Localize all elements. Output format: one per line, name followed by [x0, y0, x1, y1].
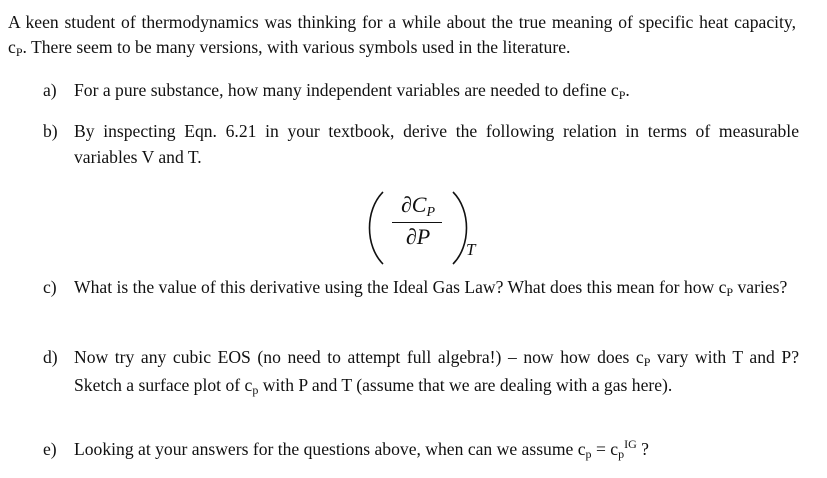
question-e-subscript-1: p [585, 447, 592, 461]
intro-subscript: P [15, 45, 23, 59]
intro-paragraph [8, 10, 796, 62]
left-parenthesis [370, 192, 384, 264]
question-a-text [74, 77, 799, 105]
question-d-body-3: with P and T (assume that we are dealing with a gas here). [258, 375, 673, 395]
question-a-end: . [625, 80, 630, 100]
question-c-label: c) [43, 277, 57, 297]
question-e-equals: = c [591, 439, 619, 459]
question-a-label: a) [43, 80, 57, 100]
question-a-body: For a pure substance, how many independent variables are needed to define c [74, 80, 619, 100]
question-d-subscript-1: P [643, 355, 651, 369]
numerator-text: ∂C [400, 192, 427, 217]
question-c [43, 274, 799, 302]
question-e-end: ? [636, 439, 649, 459]
question-b-label: b) [43, 121, 58, 141]
formula-numerator [392, 192, 444, 222]
question-d [43, 344, 799, 400]
question-e-label: e) [43, 439, 57, 459]
question-c-end: varies? [733, 277, 788, 297]
question-c-subscript: P [726, 285, 734, 299]
intro-text-end: . There seem to be many versions, with various symbols used in the literature. [22, 37, 571, 57]
question-d-body-2: vary with T and P? Sketch a surface plot of c [74, 347, 800, 395]
formula-denominator: ∂P [405, 224, 431, 249]
question-c-body: What is the value of this derivative using the Ideal Gas Law? What does this mean for how c [74, 277, 727, 297]
question-b [43, 118, 799, 170]
question-c-text [74, 274, 799, 302]
question-e [43, 436, 799, 464]
question-b-text: By inspecting Eqn. 6.21 in your textbook, derive the following relation in terms of measurable variables V and T. [74, 121, 799, 167]
question-e-subscript-2: p [618, 447, 625, 461]
right-parenthesis [453, 192, 467, 264]
question-a-subscript: P [618, 88, 626, 102]
question-d-text [74, 344, 799, 400]
held-constant-subscript: T [466, 240, 476, 259]
question-e-superscript: IG [624, 437, 637, 451]
question-a [43, 77, 799, 105]
numerator-subscript: P [426, 205, 436, 220]
question-e-body: Looking at your answers for the questions above, when can we assume c [74, 439, 586, 459]
partial-derivative-formula [355, 188, 495, 270]
question-d-label: d) [43, 347, 58, 367]
question-d-subscript-2: p [252, 383, 259, 397]
intro-text: A keen student of thermodynamics was thinking for a while about the true meaning of specific heat capacity, c [8, 12, 796, 57]
question-e-text [74, 436, 799, 464]
question-d-body-1: Now try any cubic EOS (no need to attempt full algebra!) – now how does c [74, 347, 644, 367]
